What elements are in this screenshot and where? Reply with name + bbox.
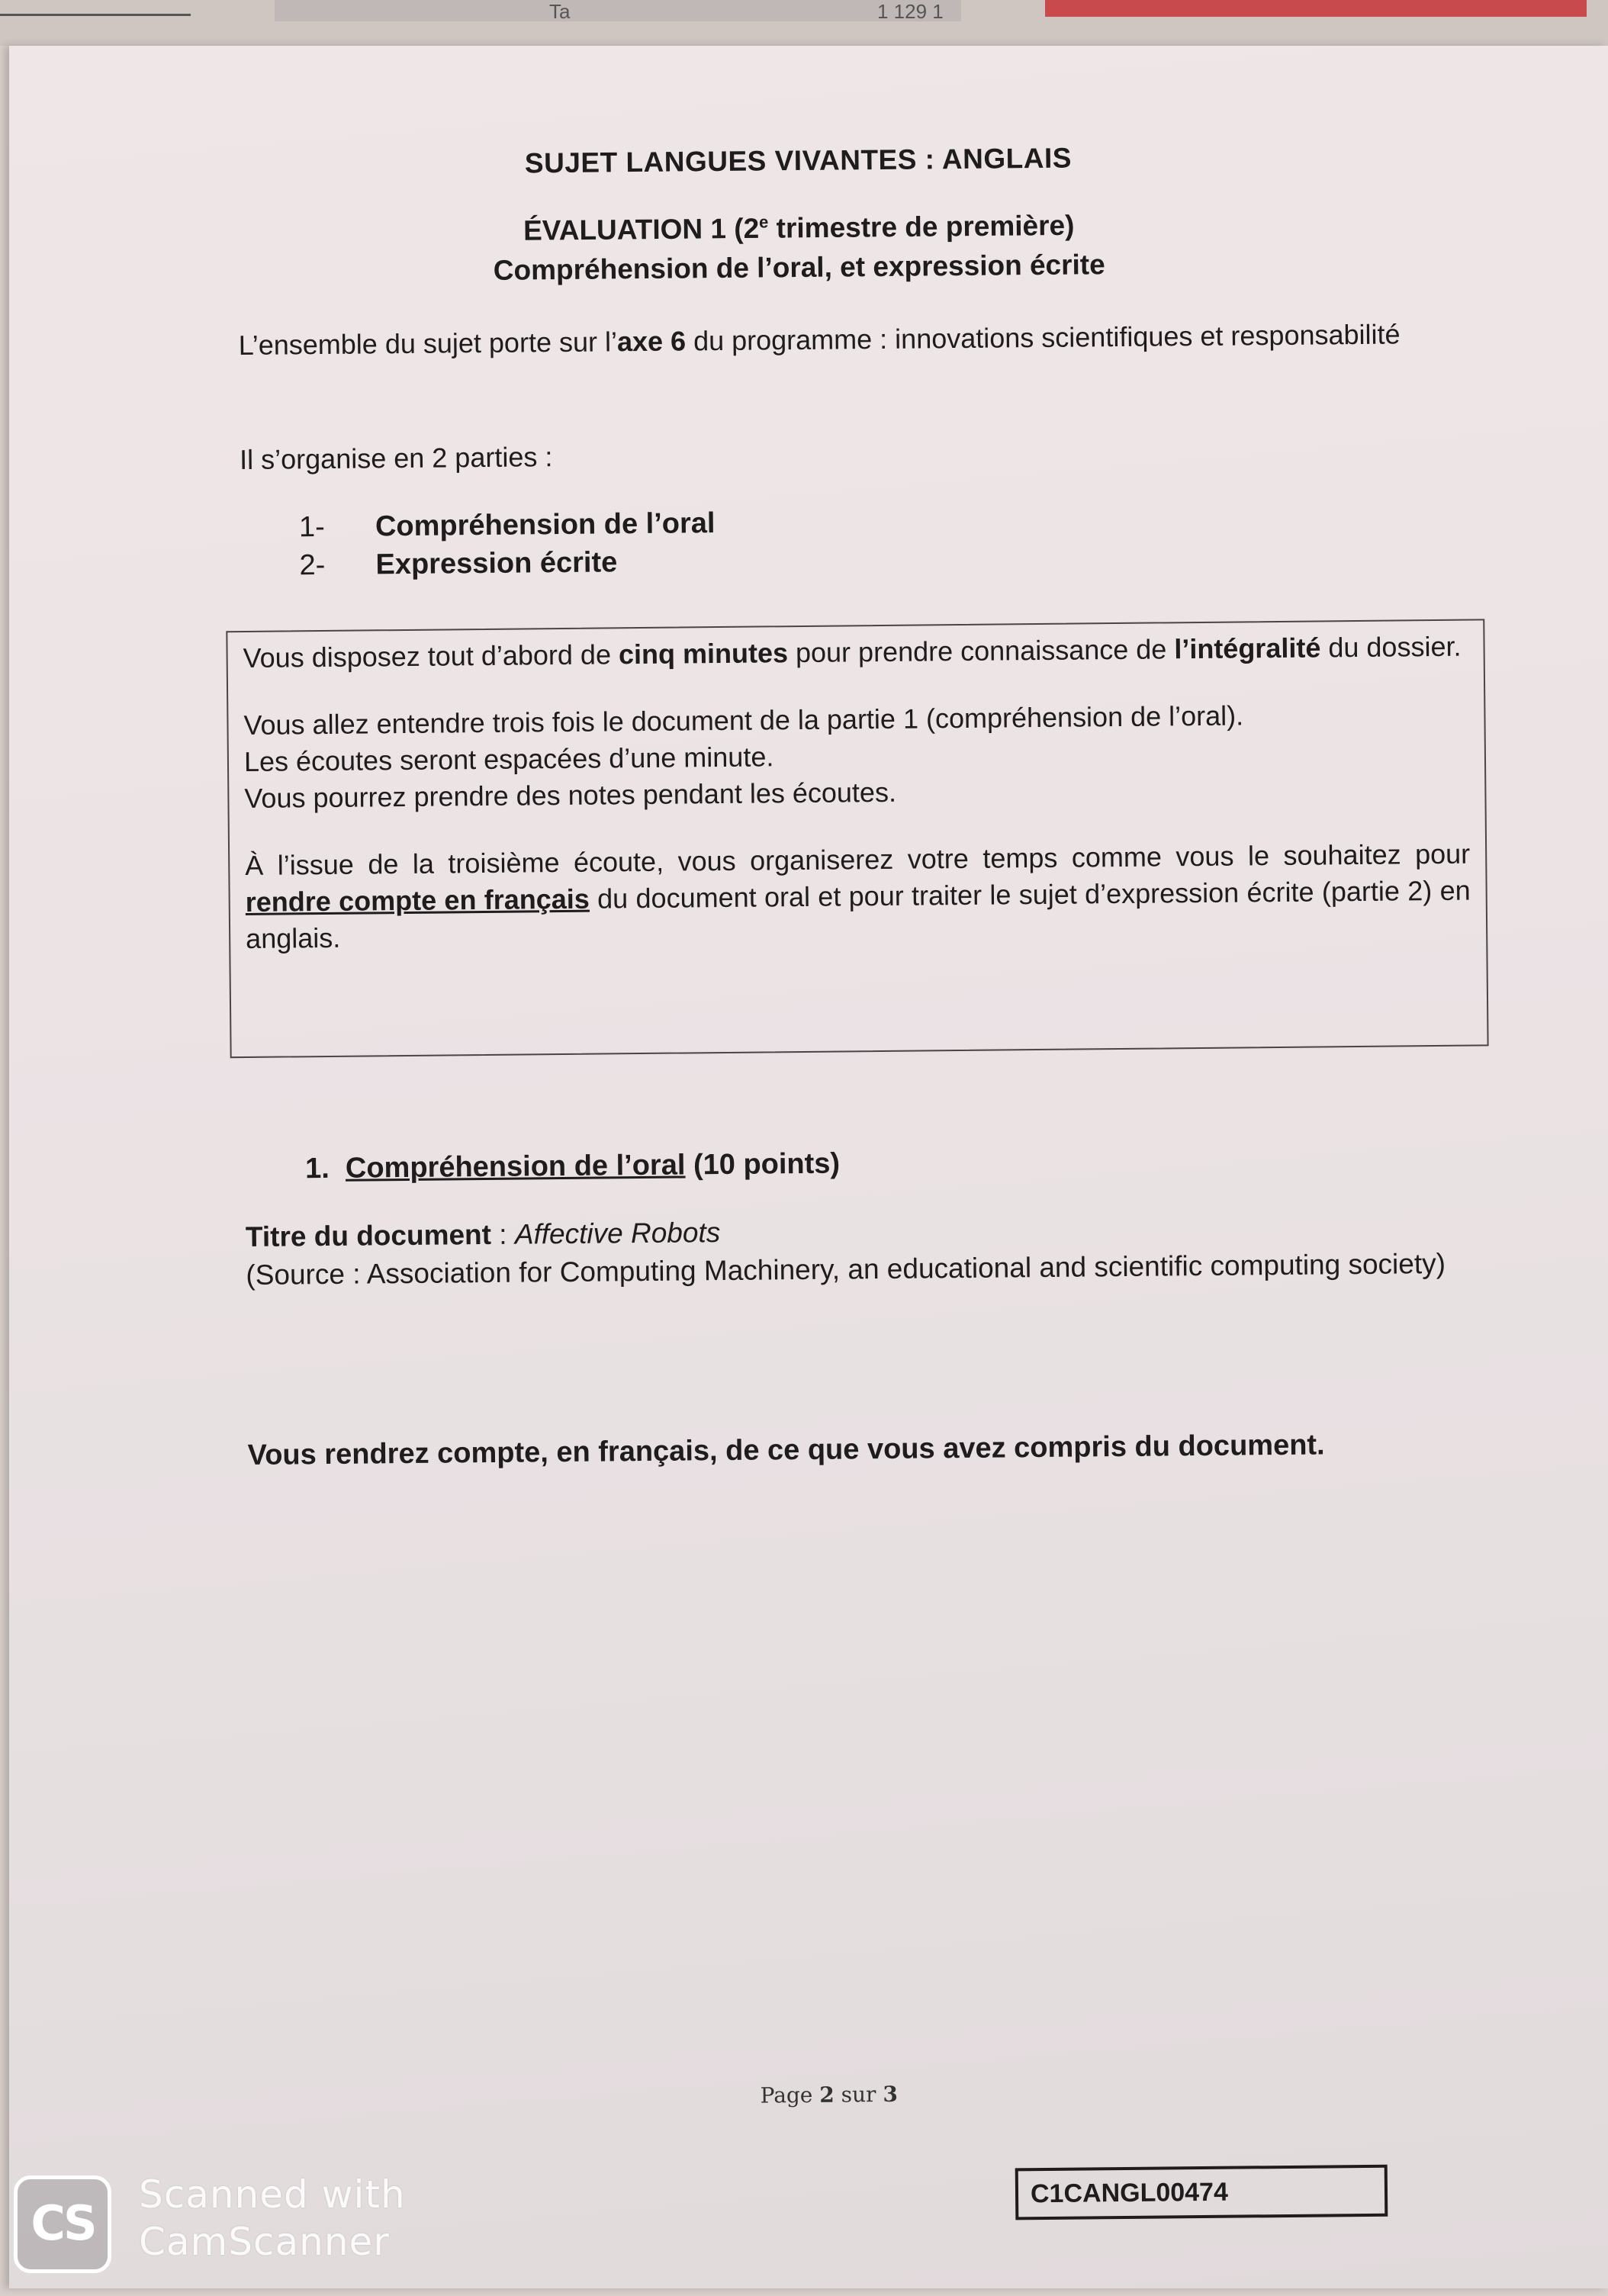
part-label: Compréhension de l’oral: [375, 507, 716, 543]
page-prefix: Page: [760, 2082, 820, 2108]
part-list-item: [299, 543, 617, 584]
part-number: 1-: [298, 510, 326, 544]
evaluation-prefix: ÉVALUATION 1 (2: [523, 212, 760, 246]
instr-text: À l’issue de la troisième écoute, vous organiserez votre temps comme vous le souhaitez pour: [245, 838, 1471, 882]
section-1-heading: [305, 1148, 840, 1186]
instructions-paragraph-2: [243, 696, 1469, 817]
subject-code-box: C1CANGL00474: [1015, 2165, 1388, 2220]
intro-text-after: du programme : innovations scientifiques et responsabilité: [685, 318, 1401, 357]
evaluation-sup: e: [758, 212, 769, 232]
page-number: [13, 2074, 1608, 2115]
instr-text: pour prendre connaissance de: [787, 633, 1175, 669]
instructions-paragraph-3: [245, 836, 1471, 957]
intro-text-before: L’ensemble du sujet porte sur l’: [238, 326, 618, 362]
instr-line: Vous pourrez prendre des notes pendant les écoutes.: [244, 776, 897, 815]
organisation-text: Il s’organise en 2 parties :: [239, 441, 553, 476]
strip-fragment-2: 1 129 1: [877, 0, 944, 23]
page-total: 3: [883, 2081, 899, 2108]
section-points: (10 points): [693, 1147, 841, 1182]
intro-paragraph: [238, 314, 1458, 365]
instr-text: du dossier.: [1320, 630, 1462, 664]
instr-bold-cinq-minutes: cinq minutes: [618, 637, 789, 670]
part-list-item: [299, 504, 716, 546]
document-title: SUJET LANGUES VIVANTES : ANGLAIS: [524, 142, 1073, 179]
document-label: Titre du document: [245, 1218, 492, 1253]
intro-axe: axe 6: [616, 325, 687, 358]
instr-text: Vous disposez tout d’abord de: [243, 638, 619, 674]
instr-bold-integralite: l’intégralité: [1174, 632, 1321, 665]
evaluation-subtitle: Compréhension de l’oral, et expression écrite: [493, 249, 1105, 286]
section-title: Compréhension de l’oral: [345, 1149, 686, 1185]
instr-text: du document oral et pour traiter le sujet d’expression écrite (partie 2) en anglais.: [245, 874, 1471, 954]
instructions-paragraph-1: [243, 629, 1468, 677]
part-label: Expression écrite: [375, 546, 618, 581]
evaluation-suffix: trimestre de première): [768, 209, 1075, 244]
instructions-box: [226, 619, 1488, 1058]
section-number: 1.: [304, 1152, 330, 1185]
evaluation-heading: [0, 204, 1603, 252]
page-current: 2: [819, 2082, 835, 2108]
document-source: (Source : Association for Computing Machinery, an educational and scientific computing society): [246, 1247, 1446, 1291]
camscanner-logo-icon: CS: [14, 2175, 111, 2273]
instr-line: Les écoutes seront espacées d’une minute.: [243, 741, 774, 778]
strip-fragment-1: Ta: [549, 0, 571, 23]
final-instruction: Vous rendrez compte, en français, de ce que vous avez compris du document.: [247, 1429, 1325, 1472]
document-info: [246, 1206, 1490, 1294]
document-sep: :: [490, 1218, 516, 1250]
watermark-line-2: CamScanner: [139, 2220, 390, 2264]
document-title-value: Affective Robots: [514, 1217, 721, 1250]
watermark-line-1: Scanned with: [139, 2172, 406, 2217]
instr-line: Vous allez entendre trois fois le document de la partie 1 (compréhension de l’oral).: [243, 699, 1244, 741]
instr-underlined: rendre compte en français: [245, 883, 590, 918]
part-number: 2-: [299, 548, 326, 582]
page-mid: sur: [834, 2082, 883, 2108]
